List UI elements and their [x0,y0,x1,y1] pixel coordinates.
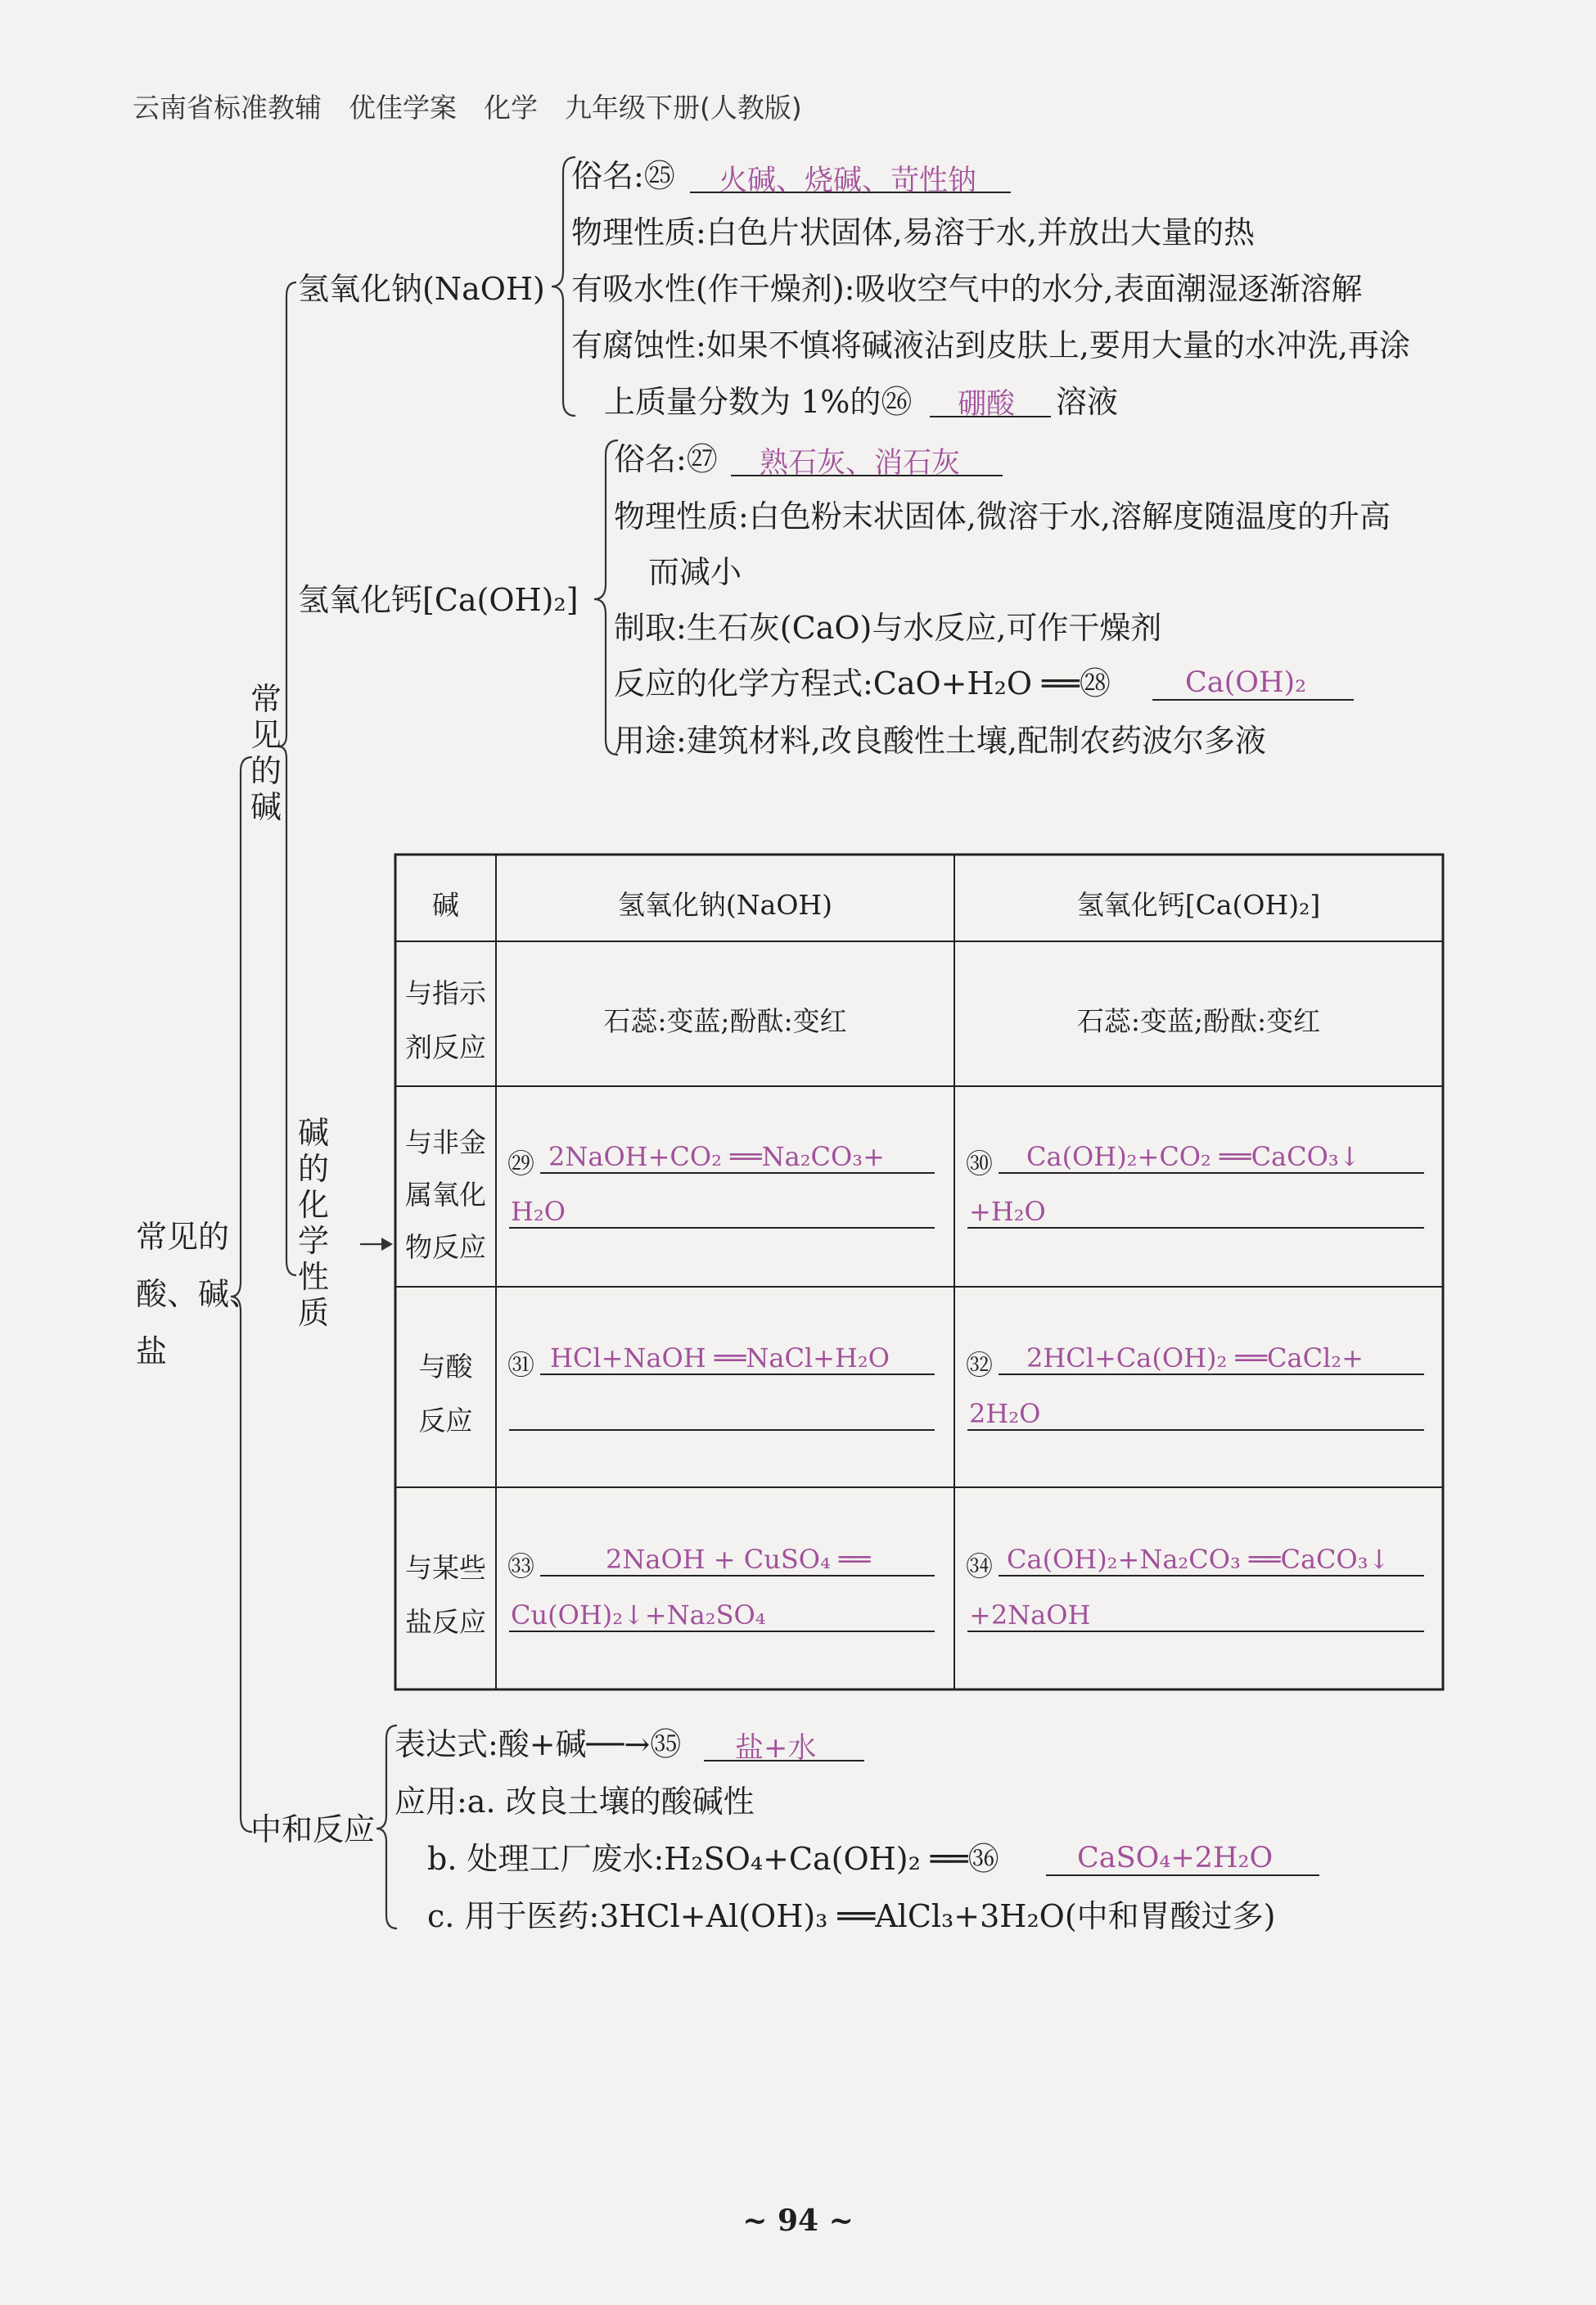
neutral-label: 中和反应 [250,1811,376,1847]
row-salt-naoh-line2: Cu(OH)₂↓+Na₂SO₄ [511,1599,766,1631]
row-salt-caoh2-number: ㉞ [966,1550,993,1582]
row-acid-label-2: 反应 [418,1405,473,1437]
chem-props-label: 碱的化学性质 [297,1115,329,1331]
naoh-corrosive2-prefix: 上质量分数为 1%的㉖ [604,384,913,420]
row-oxide-caoh2-line2: +H₂O [969,1196,1046,1227]
row-salt-caoh2-line1: Ca(OH)₂+Na₂CO₃ ══CaCO₃↓ [1007,1544,1391,1575]
neutral-application-c: c. 用于医药:3HCl+Al(OH)₃ ══AlCl₃+3H₂O(中和胃酸过多) [427,1898,1276,1934]
row-salt-label-1: 与某些 [405,1552,486,1584]
caoh2-label: 氢氧化钙[Ca(OH)₂] [298,582,579,618]
table-header-base: 碱 [432,889,459,921]
caoh2-common-name-answer: 熟石灰、消石灰 [760,447,961,480]
row-acid-caoh2-line2: 2H₂O [969,1398,1041,1429]
row-oxide-caoh2-line1: Ca(OH)₂+CO₂ ══CaCO₃↓ [1026,1141,1361,1172]
table-header-caoh2: 氢氧化钙[Ca(OH)₂] [1076,889,1321,921]
common-bases-label: 常见的碱 [250,681,282,825]
caoh2-common-name-prefix: 俗名:㉗ [614,441,718,477]
row-oxide-naoh-line1: 2NaOH+CO₂ ══Na₂CO₃+ [548,1141,885,1172]
neutral-expression-prefix: 表达式:酸+碱──→㉟ [394,1726,682,1762]
row-indicator-label-2: 剂反应 [405,1031,486,1063]
row-acid-caoh2-line1: 2HCl+Ca(OH)₂ ══CaCl₂+ [1026,1342,1364,1374]
neutral-expression-answer: 盐+水 [735,1732,817,1765]
neutral-application-b-answer: CaSO₄+2H₂O [1077,1842,1274,1874]
naoh-corrosive2-suffix: 溶液 [1056,384,1119,420]
naoh-corrosive: 有腐蚀性:如果不慎将碱液沾到皮肤上,要用大量的水冲洗,再涂 [571,327,1410,363]
page-header: 云南省标准教辅 优佳学案 化学 九年级下册(人教版) [133,92,802,124]
root-label-line1: 常见的 [136,1219,230,1255]
naoh-physical: 物理性质:白色片状固体,易溶于水,并放出大量的热 [571,214,1255,250]
row-oxide-naoh-blank2 [509,1191,935,1229]
row-oxide-naoh-number: ㉙ [507,1148,534,1180]
row-acid-caoh2-number: ㉜ [966,1349,993,1381]
naoh-common-name-prefix: 俗名:㉕ [571,158,675,194]
table-header-naoh: 氢氧化钠(NaOH) [617,889,833,921]
root-label-line3: 盐 [136,1333,168,1369]
caoh2-brace [594,440,618,755]
row-oxide-label-1: 与非金 [405,1126,486,1158]
caoh2-uses: 用途:建筑材料,改良酸性土壤,配制农药波尔多液 [614,723,1266,759]
caoh2-equation-prefix: 反应的化学方程式:CaO+H₂O ══㉘ [614,665,1111,701]
row-salt-caoh2-line2: +2NaOH [969,1599,1091,1631]
row-oxide-caoh2-number: ㉚ [966,1148,993,1180]
naoh-hygroscopic: 有吸水性(作干燥剂):吸收空气中的水分,表面潮湿逐渐溶解 [571,271,1363,307]
naoh-common-name-answer: 火碱、烧碱、苛性钠 [719,165,977,197]
caoh2-preparation: 制取:生石灰(CaO)与水反应,可作干燥剂 [614,610,1162,646]
row-acid-naoh-line1: HCl+NaOH ══NaCl+H₂O [550,1342,890,1374]
caoh2-physical2: 而减小 [648,554,742,590]
arrow-head [381,1238,393,1251]
row-indicator-label-1: 与指示 [405,977,486,1009]
naoh-label: 氢氧化钠(NaOH) [298,271,545,307]
neutral-application-b-prefix: b. 处理工厂废水:H₂SO₄+Ca(OH)₂ ══㊱ [427,1841,999,1877]
root-label-line2: 酸、碱、 [136,1276,261,1312]
row-acid-label-1: 与酸 [418,1351,473,1383]
row-oxide-naoh-line2: H₂O [511,1196,566,1227]
row-salt-label-2: 盐反应 [405,1606,486,1638]
caoh2-equation-answer: Ca(OH)₂ [1185,666,1307,699]
row-oxide-label-2: 属氧化 [405,1179,486,1211]
naoh-corrosive2-answer: 硼酸 [958,388,1016,421]
row-indicator-naoh: 石蕊:变蓝;酚酞:变红 [603,1005,847,1037]
row-indicator-caoh2: 石蕊:变蓝;酚酞:变红 [1076,1005,1321,1037]
row-salt-naoh-number: ㉝ [507,1550,534,1582]
page-number: ~ 94 ~ [742,2204,854,2238]
row-acid-naoh-blank2 [509,1393,935,1431]
row-oxide-label-3: 物反应 [405,1231,486,1263]
neutral-application-a: 应用:a. 改良土壤的酸碱性 [394,1784,755,1820]
row-acid-naoh-number: ㉛ [507,1349,534,1381]
row-salt-naoh-line1: 2NaOH + CuSO₄ ══ [606,1544,871,1575]
caoh2-physical1: 物理性质:白色粉末状固体,微溶于水,溶解度随温度的升高 [614,498,1391,535]
